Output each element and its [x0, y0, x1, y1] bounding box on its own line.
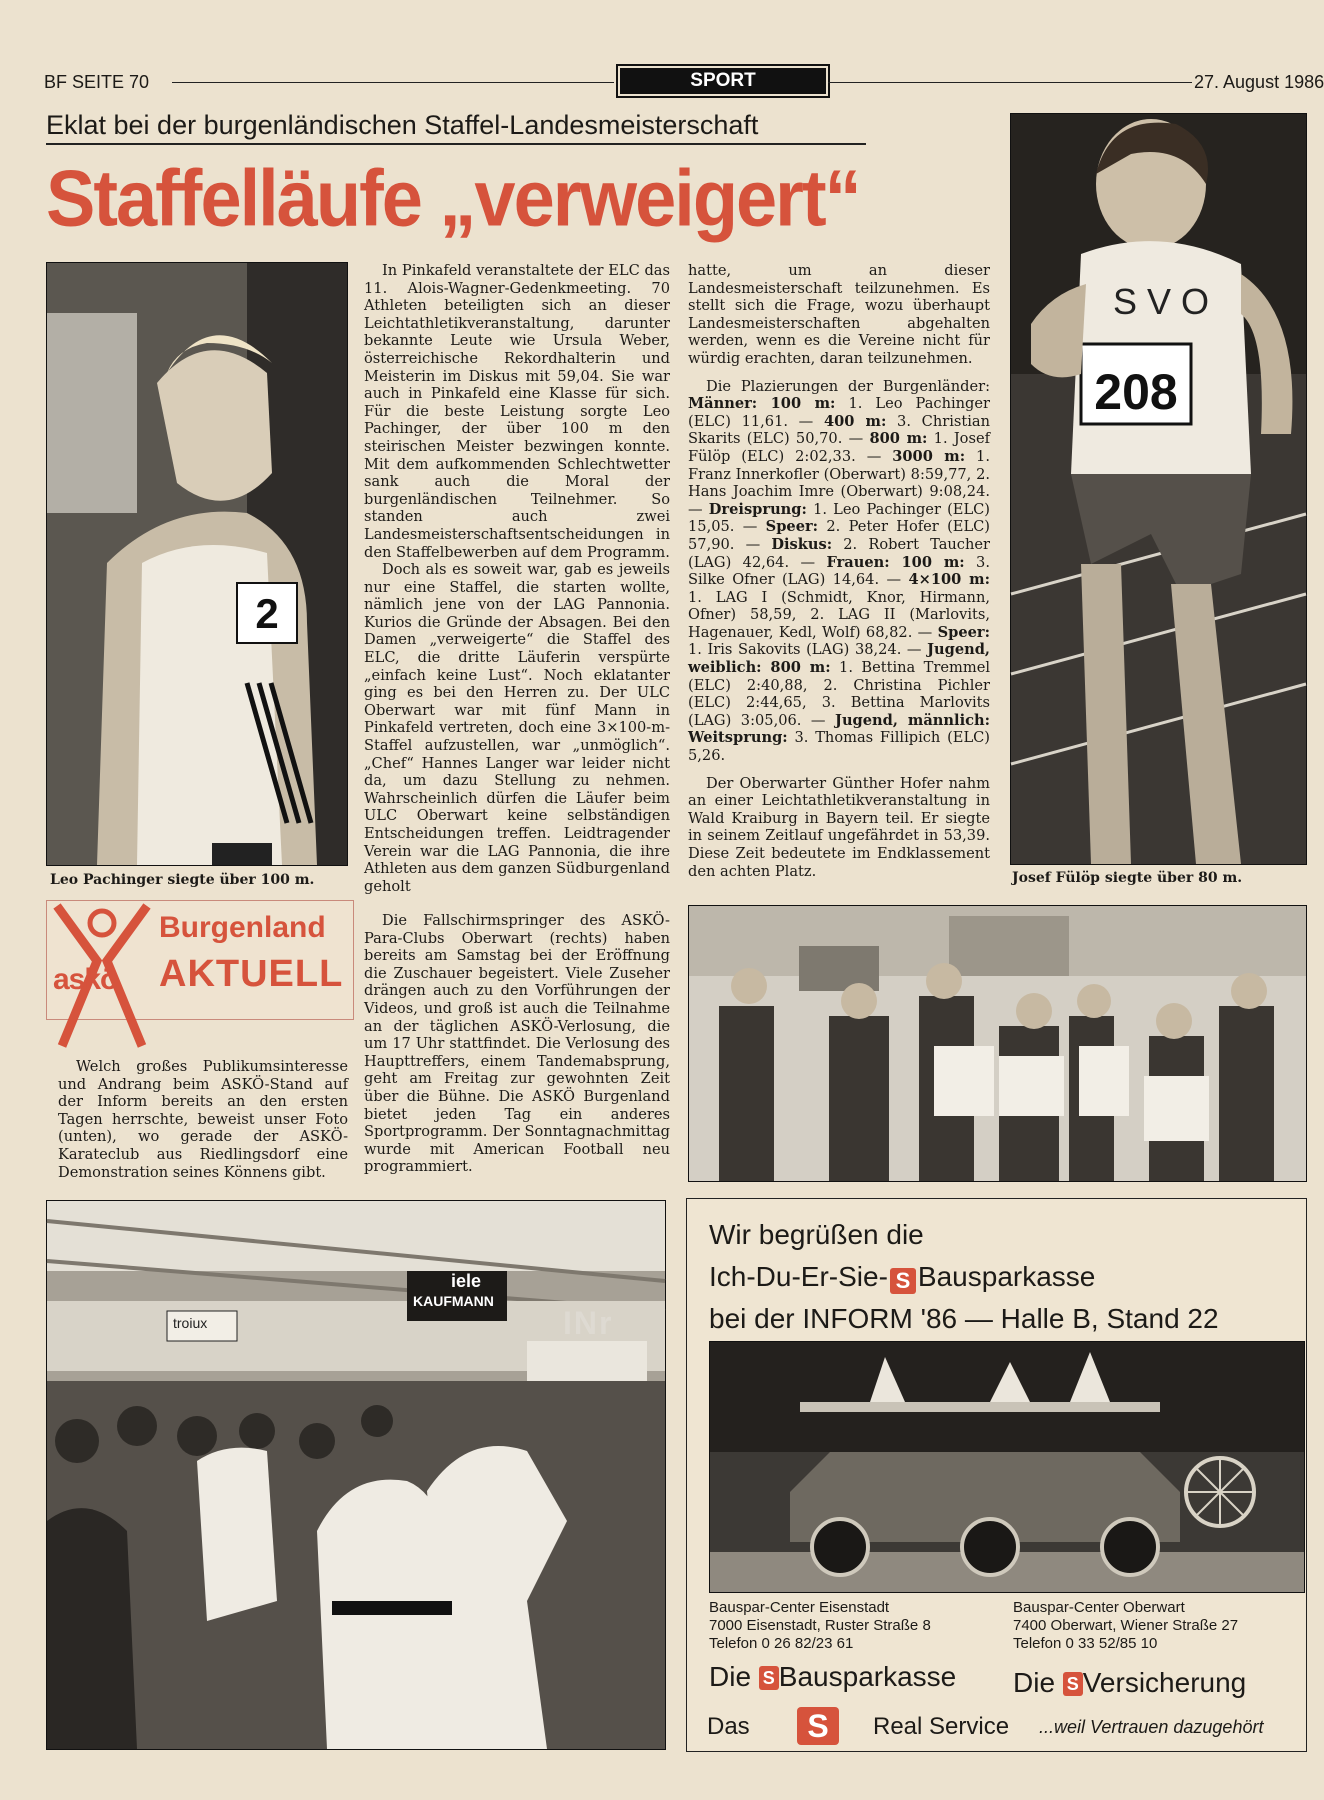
- result-label: Diskus:: [771, 535, 833, 553]
- ad-brand-versicherung: Die S Versicherung: [1013, 1667, 1247, 1698]
- asko-text-left: Welch großes Publikumsinteresse und Andrang beim ASKÖ-Stand auf der Inform bereits an den ersten Tagen herrschte, beweist unser Foto (unten), wo gerade der ASKÖ-Karateclub aus Riedlingsdorf eine Demonstration seines Könnens gibt.: [58, 1058, 348, 1181]
- ad-address-eisenstadt: Bauspar-Center Eisenstadt 7000 Eisenstadt, Ruster Straße 8 Telefon 0 26 82/23 61: [709, 1599, 931, 1652]
- article-col2-para3: Der Oberwarter Günther Hofer nahm an einer Leichtathletikveranstaltung in Wald Kraiburg in Bayern teil. Er siegte in seinem Zeitlauf ungefährdet in 53,39. Diese Zeit bedeutete im Endklassement den achten Platz.: [688, 774, 990, 880]
- article-col1-para2: Doch als es soweit war, gab es jeweils nur eine Staffel, die starten wollte, nämlich jene von der LAG Pannonia. Kurios die Gründe der Absagen. Bei den Damen „verweigerte“ die Staffel des ELC, die dritte Läuferin verspürte „einfach keine Lust“. Noch eklatanter ging es bei den Herren zu. Der ULC Oberwart war mit fünf Mann in Pinkafeld vertreten, doch eine 3×100-m-Staffel aufzustellen, war „unmöglich“. „Chef“ Hannes Langer war leider nicht da, um dazu Stellung zu nehmen. Wahrscheinlich dürfen die Läufer beim ULC Oberwart keine selbständigen Entscheidungen treffen. Leidtragender Verein war die LAG Pannonia, die ihre Athleten aus dem ganzen Südburgenland geholt: [364, 561, 670, 895]
- result-label: Männer: 100 m:: [688, 395, 836, 413]
- asko-title-aktuell: AKTUELL: [159, 953, 344, 995]
- result-text: 3. Silke Ofner (LAG) 14,64. —: [688, 553, 990, 589]
- shirt-text: S V O: [1112, 281, 1210, 322]
- result-text: 3. Thomas Fillipich (ELC) 5,26.: [688, 729, 990, 765]
- article-column-1: [364, 262, 670, 895]
- page-date: 27. August 1986: [1194, 72, 1324, 92]
- header-rule-left: [172, 82, 614, 83]
- result-label: Speer:: [937, 623, 990, 641]
- photo-parachutists: [688, 905, 1307, 1182]
- result-text: 1. LAG I (Schmidt, Knor, Hirmann, Ofner) 58,59, 2. LAG II (Marlovits, Hagenauer, Kedl, Wolf) 68,82. —: [688, 588, 990, 641]
- result-text: 1. Franz Innerkofler (Oberwart) 8:59,77, 2. Hans Joachim Imre (Oberwart) 9:08,24. —: [688, 447, 990, 518]
- photo-leo-pachinger: [46, 262, 348, 866]
- ad-line-2: Ich-Du-Er-Sie- S Bausparkasse: [709, 1261, 1096, 1293]
- sparkasse-logo-icon: S: [759, 1666, 779, 1690]
- result-text: 1. Leo Pachinger (ELC) 11,61. —: [688, 395, 990, 430]
- bausparkasse-ad: [686, 1198, 1307, 1752]
- article-column-2: [688, 262, 990, 880]
- result-label: Frauen: 100 m:: [826, 553, 965, 571]
- result-text: 1. Bettina Tremmel (ELC) 2:40,88, 2. Christina Pichler (ELC) 2:44,65, 3. Bettina Marlovits (LAG) 3:05,06. —: [688, 659, 990, 729]
- result-text: 3. Christian Skarits (ELC) 50,70. —: [688, 412, 990, 448]
- sparkasse-big-logo-icon: S: [797, 1707, 839, 1745]
- result-text: 2. Peter Hofer (ELC) 57,90. —: [688, 518, 990, 553]
- page-number: BF SEITE 70: [44, 72, 150, 92]
- result-text: 1. Iris Sakovits (LAG) 38,24. —: [688, 641, 928, 659]
- results-list: [688, 395, 990, 764]
- article-col2-para1: hatte, um an dieser Landesmeisterschaft teilzunehmen. Es stellt sich die Frage, wozu überhaupt Landesmeisterschaften abgehalten werden, wenn es die Vereine nicht für würdig erachten, daran teilzunehmen.: [688, 262, 990, 367]
- result-label: 800 m:: [869, 430, 928, 448]
- result-label: Jugend, weiblich: 800 m:: [688, 641, 990, 677]
- ad-footer: Das S Real Service ...weil Vertrauen dazugehört: [707, 1708, 1264, 1744]
- result-text: 2. Robert Taucher (LAG) 42,64. —: [688, 535, 990, 571]
- ad-brand-bausparkasse: Die S Bausparkasse: [709, 1661, 957, 1692]
- result-label: Speer:: [765, 518, 819, 536]
- ad-address-oberwart: Bauspar-Center Oberwart 7400 Oberwart, Wiener Straße 27 Telefon 0 33 52/85 10: [1013, 1599, 1239, 1652]
- caption-left-photo: Leo Pachinger siegte über 100 m.: [50, 872, 315, 888]
- headline-kicker: Eklat bei der burgenländischen Staffel-Landesmeisterschaft: [46, 110, 866, 145]
- photo-josef-fulop: [1010, 113, 1307, 865]
- result-text: 1. Leo Pachinger (ELC) 15,05. —: [688, 500, 991, 536]
- sign-kaufmann: KAUFMANN: [413, 1293, 494, 1309]
- asko-logo-box: [46, 900, 354, 1020]
- header-rule-right: [828, 82, 1192, 83]
- asko-logo-word: askö: [53, 963, 118, 996]
- ad-line-3: bei der INFORM '86 — Halle B, Stand 22: [709, 1303, 1219, 1334]
- sign-troiux: troiux: [173, 1315, 208, 1331]
- sparkasse-logo-icon: S: [890, 1268, 916, 1294]
- result-label: Jugend, männlich: Weitsprung:: [688, 711, 990, 747]
- caption-right-photo: Josef Fülöp siegte über 80 m.: [1012, 870, 1243, 886]
- article-col2-results: Die Plazierungen der Burgenländer: Männer: 100 m: 1. Leo Pachinger (ELC) 11,61. — 400 m: 3. Christian Skarits (ELC) 50,70. — 800 m: 1. Josef Fülöp (ELC) 2:02,33. — 3000 m: 1. Franz Innerkofler (Oberwart) 8:59,77, 2. Hans Joachim Imre (Oberwart) 9:08,24. — Dreisprung: 1. Leo Pachinger (ELC) 15,05. — Speer: 2. Peter Hofer (ELC) 57,90. — Diskus: 2. Robert Taucher (LAG) 42,64. — Frauen: 100 m: 3. Silke Ofner (LAG) 14,64. — 4×100 m: 1. LAG I (Schmidt, Knor, Hirmann, Ofner) 58,59, 2. LAG II (Marlovits, Hagenauer, Kedl, Wolf) 68,82. — Speer: 1. Iris Sakovits (LAG) 38,24. — Jugend, weiblich: 800 m: 1. Bettina Tremmel (ELC) 2:40,88, 2. Christina Pichler (ELC) 2:44,65, 3. Bettina Marlovits (LAG) 3:05,06. — Jugend, männlich: Weitsprung: 3. Thomas Fillipich (ELC) 5,26.: [688, 377, 991, 765]
- result-label: Dreisprung:: [708, 500, 807, 518]
- result-text: 1. Josef Fülöp (ELC) 2:02,33. —: [688, 430, 990, 465]
- sparkasse-logo-icon: S: [1063, 1672, 1083, 1696]
- asko-text-right: Die Fallschirmspringer des ASKÖ-Para-Clubs Oberwart (rechts) haben bereits am Samstag bei der Eröffnung die Zuschauer begeistert. Viele Zuseher drängen auch zu den Vorführungen der Videos, und groß ist auch die Teilnahme an der täglichen ASKÖ-Verlosung, die um 17 Uhr stattfindet. Die Verlosung des Haupttreffers, einem Tandemabsprung, geht am Freitag zur gewohnten Zeit über die Bühne. Die ASKÖ Burgenland bietet jeden Tag ein anderes Sportprogramm. Der Sonntagnachmittag wurde mit American Football neu programmiert.: [364, 912, 670, 1176]
- photo-vintage-car: [709, 1341, 1305, 1593]
- left-bib-number: 2: [255, 590, 279, 637]
- section-label: SPORT: [616, 64, 830, 98]
- photo-karate-demonstration: [46, 1200, 666, 1750]
- result-label: 4×100 m:: [908, 571, 990, 589]
- page-header: [44, 70, 1324, 94]
- ad-line-1: Wir begrüßen die: [709, 1219, 924, 1250]
- sign-inr: INr: [563, 1305, 614, 1341]
- asko-title-burgenland: Burgenland: [159, 911, 326, 944]
- right-bib-number: 208: [1094, 364, 1178, 420]
- headline-title: Staffelläufe „verweigert“: [46, 153, 860, 243]
- result-label: 400 m:: [823, 412, 887, 430]
- sign-iele: iele: [451, 1271, 482, 1291]
- result-label: 3000 m:: [892, 447, 966, 465]
- article-col1-para1: In Pinkafeld veranstaltete der ELC das 11. Alois-Wagner-Gedenkmeeting. 70 Athleten beteiligten sich an dieser Leichtathletikveranstaltung, darunter bekannte Leute wie Ursula Weber, österreichische Rekordhalterin und Meisterin im Diskus mit 59,04. Sie war auch in Pinkafeld eine Klasse für sich. Für die beste Leistung sorgte Leo Pachinger, der über 100 m den steirischen Meister bezwingen konnte. Mit dem aufkommenden Schlechtwetter sank auch die Moral der burgenländischen Teilnehmer. So standen auch zwei Landesmeisterschaftsentscheidungen in den Staffelbewerben auf dem Programm.: [364, 262, 670, 561]
